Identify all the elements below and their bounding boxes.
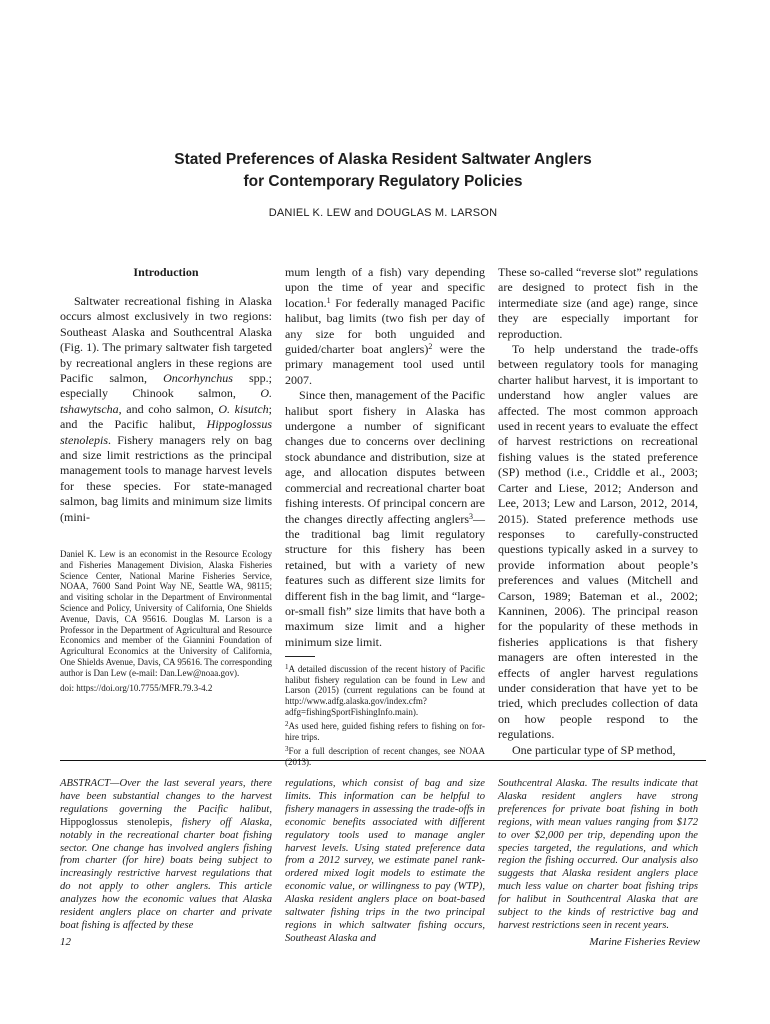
- footnote-1: [285, 664, 485, 717]
- footnote-ref-2: 2: [428, 342, 433, 352]
- footnote-3: [285, 746, 485, 767]
- col2-text-2: For federally managed Pacific halibut, bag limits (two fish per day of any size for both unguided and guided/charter boat anglers): [285, 295, 485, 357]
- species-coho: O. kisutch: [218, 401, 269, 416]
- col2-text-1: mum length of a fish) vary depending upon the time of year and specific location.: [285, 265, 485, 310]
- author-note-text: Daniel K. Lew is an economist in the Resource Ecology and Fisheries Management Division, Alaska Fisheries Science Center, National Marine Fisheries Service, NOAA, 7600 Sand Point Way NE, Seattle WA, 98115; and visiting scholar in the Department of Environmental Science and Policy, University of California, One Shields Avenue, Davis, CA 95616. Douglas M. Larson is a Professor in the Department of Agricultural and Resource Economics and member of the Giannini Foundation of Agricultural Economics at the University of California, One Shields Avenue, Davis, CA 95616. The corresponding author is Dan Lew (e-mail: Dan.Lew@noaa.gov).: [60, 549, 272, 678]
- abstract-divider: [60, 760, 706, 761]
- footnotes: [285, 664, 485, 767]
- abstract-text-4: Southcentral Alaska. The results indicate that Alaska resident anglers have strong preferences for private boat fishing in both regions, with mean values ranging from $172 to over $2,000 per trip, depending upon the species targeted, the regulations, and which region the fishing occurred. Our analysis also suggests that Alaska resident anglers place much less value on charter boat fishing trips for halibut in Southcentral Alaska that are subject to the kinds of restrictive bag and harvest restrictions seen in recent years.: [498, 778, 698, 931]
- authors: DANIEL K. LEW and DOUGLAS M. LARSON: [268, 207, 498, 219]
- species-chinook: O. tshawytscha: [60, 386, 272, 416]
- intro-text-5: . Fishery managers rely on bag and size limit restrictions as the principal management tools to manage harvest levels for these species. For state-managed salmon, bag limits and minimum size limits (mini-: [60, 432, 272, 524]
- intro-text-2: spp.; especially Chinook salmon,: [60, 371, 272, 401]
- abstract-column-3: [498, 778, 698, 933]
- abstract-text-3: regulations, which consist of bag and size limits. This information can be helpful to fishery managers in assessing the trade-offs in economic benefits associated with different regulatory tools used to manage angler harvest levels. Using stated preference data from a 2012 survey, we estimate panel rank-ordered mixed logit models to estimate the economic value, or willingness to pay (WTP), Alaska resident anglers place on boat-based saltwater fishing trips in the two principal regions in which saltwater fishing occurs, Southeast Alaska and: [285, 778, 485, 944]
- footnote-ref-1: 1: [326, 295, 331, 305]
- column-3: [498, 265, 698, 758]
- doi: [60, 683, 272, 694]
- footnote-3-num: 3: [285, 745, 289, 754]
- col3-paragraph-1: These so-called “reverse slot” regulations are designed to protect fish in the intermediate size (and age) range, since they are especially important for reproduction.: [498, 265, 698, 341]
- abstract-text-2: , fishery off Alaska, notably in the recreational charter boat fishing sector. One change has involved anglers fishing from charter (for hire) boats being subject to increasingly restrictive harvest regulations that do not apply to other anglers. This article analyzes how the economic values that Alaska resident anglers place on charter and private boat fishing is affected by these: [60, 816, 272, 931]
- col2-text-3: were the primary management tool used until 2007.: [285, 342, 485, 387]
- abstract-text-1: ABSTRACT—Over the last several years, there have been substantial changes to the harvest regulations governing the Pacific halibut,: [60, 778, 272, 815]
- column-3-body: [498, 265, 698, 758]
- journal-name: Marine Fisheries Review: [589, 936, 700, 948]
- genus-name: Oncorhynchus: [163, 371, 233, 386]
- intro-text-1: Saltwater recreational fishing in Alaska occurs almost exclusively in two regions: Southeast Alaska and Southcentral Alaska (Fig. 1). The primary saltwater fish targeted by recreational anglers in these regions are Pacific salmon,: [60, 294, 272, 386]
- col2-text-4: Since then, management of the Pacific halibut sport fishery in Alaska has undergone a number of significant changes due to concerns over declining stock abundance and distribution, size at age, and allocation disputes between commercial and recreational charter boat fishing interests. Of principal concern are the changes directly affecting anglers: [285, 388, 485, 526]
- intro-paragraph: [60, 294, 272, 525]
- article-title: [60, 149, 706, 193]
- footnote-1-num: 1: [285, 663, 289, 672]
- abstract-species: Hippoglossus stenolepis: [60, 816, 170, 828]
- title-line-2: for Contemporary Regulatory Policies: [243, 173, 523, 190]
- title-line-1: Stated Preferences of Alaska Resident Saltwater Anglers: [174, 151, 592, 168]
- column-1: [60, 265, 272, 525]
- species-halibut: Hippoglossus stenolepis: [60, 417, 272, 447]
- intro-text-3: , and coho salmon,: [118, 401, 219, 416]
- footnote-3-text: For a full description of recent changes, see NOAA (2013).: [285, 746, 485, 767]
- footnote-1-text: A detailed discussion of the recent history of Pacific halibut fishery regulation can be found in Lew and Larson (2015) (current regulations can be found at http://www.adfg.alaska.gov/index.cfm?adfg=fishingSportFishingInfo.main).: [285, 664, 485, 717]
- doi-text: doi: https://doi.org/10.7755/MFR.79.3-4.2: [60, 683, 213, 693]
- footnote-rule: [285, 656, 315, 657]
- column-2-body: [285, 265, 485, 650]
- author-note: [60, 549, 272, 679]
- column-2: [285, 265, 485, 772]
- col3-paragraph-3: One particular type of SP method,: [512, 742, 676, 757]
- footnote-2-num: 2: [285, 720, 289, 729]
- footnote-2-text: As used here, guided fishing refers to fishing on for-hire trips.: [285, 721, 485, 742]
- section-heading-introduction: Introduction: [133, 265, 199, 279]
- abstract-column-1: [60, 778, 272, 933]
- page-number: 12: [60, 936, 71, 948]
- footnote-ref-3: 3: [469, 511, 473, 521]
- col2-text-5: —the traditional bag limit regulatory structure for this fishery has been retained, but with a variety of new features such as different size limits for different fish in the bag limit, and “large-or-small fish” size limits that have both a maximum size limit and a higher minimum size limit.: [285, 511, 485, 649]
- intro-text-4: ; and the Pacific halibut,: [60, 401, 272, 432]
- col3-paragraph-2: To help understand the trade-offs between regulatory tools for managing charter halibut harvest, it is important to understand how angler values are affected. The most common approach used in recent years to evaluate the effect of harvest restrictions on recreational fishing values is the stated preference (SP) method (i.e., Criddle et al., 2003; Carter and Liese, 2012; Anderson and Lee, 2013; Lew and Larson, 2012, 2014, 2015). Stated preference methods use responses to carefully-constructed questions typically asked in a survey to provide information about people’s preferences and values (Mitchell and Carson, 1989; Bateman et al., 2002; Kanninen, 2006). The principal reason for the popularity of these methods in fisheries applications is that fishery managers are often interested in the effects of angler harvest regulations under consideration that have yet to be tried, which precludes collection of data on how people respond to the regulations.: [498, 342, 698, 742]
- footnote-2: [285, 721, 485, 742]
- abstract-column-2: [285, 778, 485, 946]
